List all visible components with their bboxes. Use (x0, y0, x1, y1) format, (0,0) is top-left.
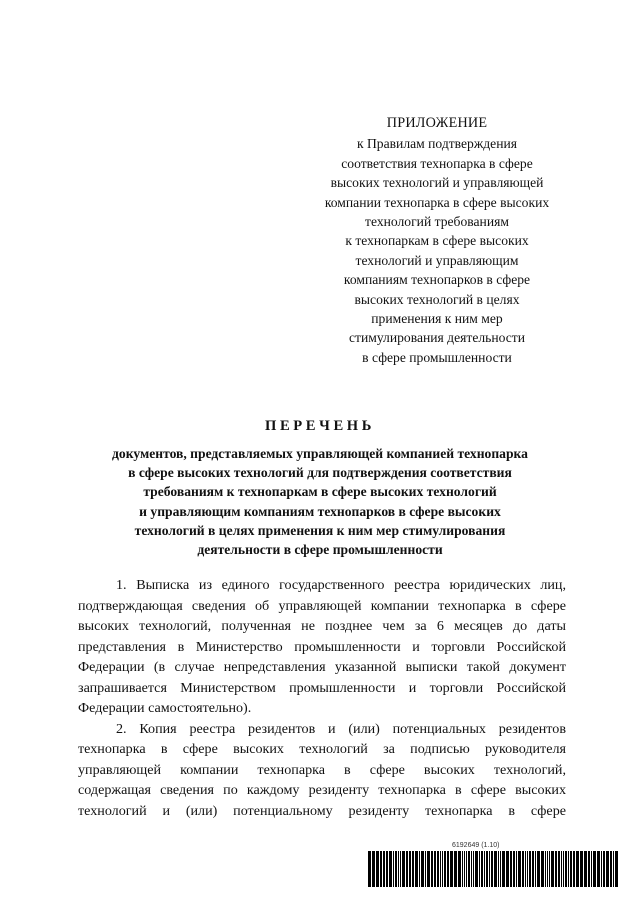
appendix-line: компании технопарка в сфере высоких (324, 194, 550, 210)
appendix-line: соответствия технопарка в сфере (341, 155, 533, 171)
document-heading: ПЕРЕЧЕНЬ (265, 418, 375, 434)
barcode-bar (580, 851, 583, 887)
barcode (368, 851, 622, 887)
barcode-bar (561, 851, 562, 887)
body-line: высоких технологий, полученная не позднее чем за 6 месяцев до даты (78, 618, 566, 634)
barcode-bar (471, 851, 472, 887)
barcode-bar (398, 851, 399, 887)
barcode-bar (555, 851, 557, 887)
barcode-bar (518, 851, 521, 887)
barcode-bar (525, 851, 526, 887)
barcode-bar (447, 851, 449, 887)
barcode-bar (468, 851, 470, 887)
body-line: Федерации (в случае непредставления указанной выписки такой документ (78, 659, 566, 675)
body-line: содержащая сведения по каждому резиденту технопарка в сфере высоких (78, 782, 566, 798)
barcode-bar (395, 851, 397, 887)
barcode-bar (527, 851, 528, 887)
body-line: запрашивается Министерством промышленности и торговли Российской (78, 679, 566, 696)
barcode-bar (532, 851, 534, 887)
body-line: Федерации самостоятельно). (78, 700, 252, 716)
barcode-bar (522, 851, 524, 887)
subheading-line: деятельности в сфере промышленности (197, 542, 443, 558)
barcode-bar (383, 851, 385, 887)
barcode-bar (547, 851, 548, 887)
barcode-bar (380, 851, 382, 887)
barcode-bar (400, 851, 401, 887)
barcode-bar (389, 851, 392, 887)
barcode-bar (510, 851, 512, 887)
barcode-bar (535, 851, 536, 887)
appendix-block (312, 114, 562, 367)
barcode-bar (606, 851, 609, 887)
barcode-bar (597, 851, 600, 887)
barcode-bar (603, 851, 605, 887)
appendix-line: технологий и управляющим (355, 252, 519, 268)
barcode-bar (537, 851, 540, 887)
barcode-bar (588, 851, 590, 887)
body-line: технологий и (или) потенциальному резиденту технопарка в сфере (78, 802, 566, 819)
barcode-bar (506, 851, 509, 887)
barcode-bar (368, 851, 371, 887)
barcode-bar (615, 851, 618, 887)
barcode-bar (421, 851, 424, 887)
barcode-bar (513, 851, 515, 887)
barcode-bar (454, 851, 457, 887)
subheading-line: требованиям к технопаркам в сфере высоких технологий (143, 484, 497, 500)
barcode-bar (437, 851, 439, 887)
document-subheading (70, 444, 570, 559)
barcode-bar (419, 851, 420, 887)
appendix-line: применения к ним мер (371, 311, 503, 327)
document-stamp: 6192649 (1.10) (452, 842, 500, 849)
barcode-bar (516, 851, 517, 887)
document-body (78, 575, 566, 821)
barcode-bar (440, 851, 441, 887)
barcode-bar (450, 851, 453, 887)
barcode-bar (541, 851, 544, 887)
barcode-bar (415, 851, 418, 887)
appendix-line: компаниям технопарков в сфере (343, 272, 531, 288)
barcode-bar (442, 851, 443, 887)
barcode-bar (545, 851, 546, 887)
barcode-bar (412, 851, 414, 887)
subheading-line: в сфере высоких технологий для подтверждения соответствия (128, 465, 512, 481)
barcode-bar (402, 851, 405, 887)
barcode-bar (551, 851, 554, 887)
appendix-line: к Правилам подтверждения (356, 136, 517, 152)
barcode-bar (484, 851, 485, 887)
barcode-bar (576, 851, 579, 887)
appendix-line: в сфере промышленности (362, 349, 512, 365)
barcode-bar (563, 851, 564, 887)
barcode-bar (462, 851, 463, 887)
barcode-bar (489, 851, 490, 887)
body-line: подтверждающая сведения об управляющей компании технопарка в сфере (78, 597, 566, 614)
barcode-bar (427, 851, 430, 887)
barcode-bar (610, 851, 612, 887)
barcode-bar (529, 851, 531, 887)
appendix-title: ПРИЛОЖЕНИЕ (386, 115, 488, 131)
appendix-line: технологий требованиям (365, 214, 509, 230)
barcode-bar (486, 851, 488, 887)
barcode-bar (613, 851, 614, 887)
barcode-bar (549, 851, 550, 887)
appendix-line: к технопаркам в сфере высоких (345, 233, 529, 249)
barcode-bar (584, 851, 587, 887)
barcode-bar (494, 851, 497, 887)
barcode-bar (498, 851, 499, 887)
subheading-line: документов, представляемых управляющей компанией технопарка (112, 446, 528, 461)
appendix-line: высоких технологий и управляющей (330, 175, 544, 191)
barcode-bar (473, 851, 474, 887)
barcode-bar (372, 851, 375, 887)
barcode-bar (481, 851, 483, 887)
barcode-bar (386, 851, 388, 887)
barcode-bar (466, 851, 467, 887)
barcode-bar (591, 851, 592, 887)
barcode-bar (406, 851, 408, 887)
barcode-bar (568, 851, 569, 887)
appendix-line: высоких технологий в целях (354, 291, 520, 307)
barcode-bar (464, 851, 465, 887)
barcode-bar (570, 851, 572, 887)
barcode-bar (502, 851, 505, 887)
barcode-bar (425, 851, 426, 887)
barcode-bar (376, 851, 379, 887)
barcode-bar (434, 851, 436, 887)
barcode-bar (491, 851, 493, 887)
barcode-bar (500, 851, 501, 887)
barcode-bar (558, 851, 560, 887)
body-line: 1. Выписка из единого государственного реестра юридических лиц, (116, 577, 566, 593)
appendix-line: стимулирования деятельности (349, 330, 525, 346)
barcode-bar (444, 851, 446, 887)
barcode-bar (601, 851, 602, 887)
body-line: технопарка в сфере высоких технологий за подписью руководителя (78, 741, 566, 757)
barcode-bar (393, 851, 394, 887)
barcode-bar (593, 851, 596, 887)
body-line: управляющей компании технопарка в сфере высоких технологий, (78, 761, 566, 778)
subheading-line: технологий в целях применения к ним мер стимулирования (134, 522, 506, 538)
barcode-bar (409, 851, 411, 887)
barcode-bar (458, 851, 461, 887)
barcode-bar (565, 851, 567, 887)
body-line: 2. Копия реестра резидентов и (или) потенциальных резидентов (116, 720, 566, 737)
subheading-line: и управляющим компаниям технопарков в сфере высоких (139, 503, 501, 519)
barcode-bar (479, 851, 480, 887)
barcode-bar (431, 851, 433, 887)
barcode-bar (475, 851, 478, 887)
body-line: представления в Министерство промышленности и торговли Российской (78, 638, 566, 655)
barcode-bar (573, 851, 575, 887)
